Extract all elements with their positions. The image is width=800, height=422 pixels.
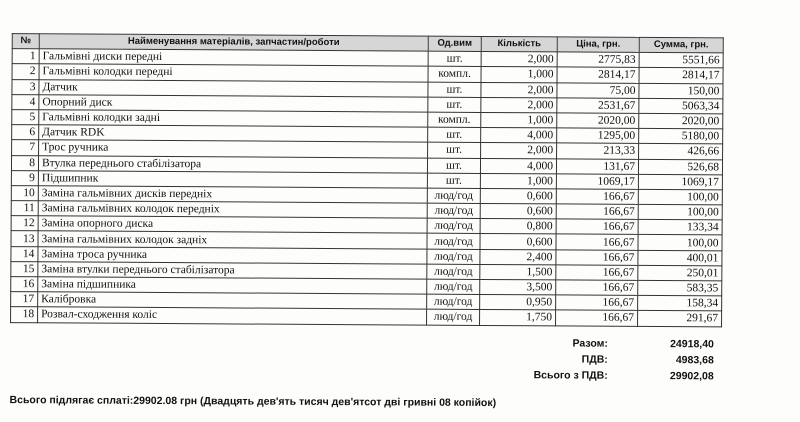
item-unit: шт. bbox=[428, 97, 481, 113]
item-unit: шт. bbox=[427, 158, 480, 174]
item-sum: 1069,17 bbox=[638, 174, 722, 190]
row-number: 5 bbox=[12, 110, 39, 125]
item-sum: 133,34 bbox=[638, 220, 722, 236]
item-price: 166,67 bbox=[556, 219, 638, 235]
item-qty: 2,000 bbox=[481, 52, 557, 68]
item-name: Трос ручника bbox=[39, 140, 428, 158]
item-unit: люд/год bbox=[427, 203, 480, 219]
item-sum: 250,01 bbox=[638, 265, 722, 281]
item-qty: 1,000 bbox=[481, 112, 557, 128]
item-sum: 5180,00 bbox=[639, 129, 723, 145]
col-header-qty: Кількість bbox=[481, 36, 557, 52]
totals-block bbox=[478, 335, 728, 385]
item-name: Заміна підшипника bbox=[38, 277, 427, 295]
col-header-sum: Сумма, грн. bbox=[639, 37, 723, 53]
item-name: Калібровка bbox=[38, 292, 427, 310]
item-unit: люд/год bbox=[427, 249, 480, 265]
item-name: Втулка переднього стабілізатора bbox=[38, 155, 427, 173]
item-price: 166,67 bbox=[556, 310, 638, 326]
item-price: 75,00 bbox=[557, 82, 639, 98]
amount-in-words: Всього підлягає сплаті:29902.08 грн (Двадцять дев'ять тисяч дев'ятсот дві гривні 08 копійок) bbox=[9, 394, 497, 410]
item-unit: люд/год bbox=[427, 234, 480, 250]
item-qty: 2,000 bbox=[481, 143, 557, 159]
item-price: 166,67 bbox=[556, 280, 638, 296]
invoice-table bbox=[10, 33, 724, 327]
row-number: 14 bbox=[11, 246, 38, 261]
row-number: 15 bbox=[11, 261, 38, 276]
vat-row bbox=[478, 351, 728, 369]
item-qty: 2,000 bbox=[481, 82, 557, 98]
row-number: 8 bbox=[11, 155, 38, 170]
item-price: 2531,67 bbox=[557, 98, 639, 114]
row-number: 7 bbox=[12, 140, 39, 155]
item-sum: 158,34 bbox=[638, 296, 722, 312]
item-name: Заміна троса ручника bbox=[38, 246, 427, 264]
item-sum: 100,00 bbox=[638, 204, 722, 220]
item-qty: 0,600 bbox=[480, 234, 556, 250]
col-header-price: Ціна, грн. bbox=[557, 37, 639, 53]
item-sum: 5551,66 bbox=[639, 53, 723, 69]
item-price: 131,67 bbox=[556, 158, 638, 174]
row-number: 18 bbox=[11, 307, 38, 322]
col-header-name: Найменування матеріалів, запчастин/роботи bbox=[39, 34, 428, 52]
item-name: Датчик bbox=[39, 79, 428, 97]
item-qty: 4,000 bbox=[480, 158, 556, 174]
total-label: Всього з ПДВ: bbox=[533, 369, 608, 382]
item-price: 2814,17 bbox=[557, 67, 639, 83]
item-qty: 2,000 bbox=[481, 97, 557, 113]
row-number: 10 bbox=[11, 185, 38, 200]
item-sum: 5063,34 bbox=[639, 98, 723, 114]
item-sum: 150,00 bbox=[639, 83, 723, 99]
col-header-no: № bbox=[12, 34, 39, 49]
item-qty: 0,950 bbox=[480, 295, 556, 311]
row-number: 12 bbox=[11, 216, 38, 231]
item-sum: 583,35 bbox=[638, 280, 722, 296]
item-unit: шт. bbox=[427, 173, 480, 189]
item-name: Гальмівні колодки передні bbox=[39, 64, 428, 82]
col-header-unit: Од.вим bbox=[428, 36, 481, 52]
vat-label: ПДВ: bbox=[581, 353, 608, 366]
row-number: 1 bbox=[12, 49, 39, 64]
subtotal-label: Разом: bbox=[572, 337, 608, 350]
item-qty: 1,500 bbox=[480, 264, 556, 280]
item-price: 2020,00 bbox=[557, 113, 639, 129]
item-unit: шт. bbox=[428, 127, 481, 143]
item-sum: 426,66 bbox=[639, 144, 723, 160]
item-sum: 100,00 bbox=[638, 235, 722, 251]
item-unit: люд/год bbox=[427, 218, 480, 234]
item-qty: 4,000 bbox=[481, 128, 557, 144]
item-unit: шт. bbox=[428, 142, 481, 158]
item-unit: компл. bbox=[428, 112, 481, 128]
row-number: 3 bbox=[12, 79, 39, 94]
item-qty: 0,800 bbox=[480, 219, 556, 235]
item-price: 166,67 bbox=[556, 265, 638, 281]
item-unit: люд/год bbox=[427, 279, 480, 295]
item-name: Заміна гальмівних дисків передніх bbox=[38, 186, 427, 204]
item-name: Заміна гальмівних колодок задніх bbox=[38, 231, 427, 249]
item-qty: 1,000 bbox=[480, 173, 556, 189]
item-name: Гальмівні колодки задні bbox=[39, 110, 428, 128]
item-qty: 3,500 bbox=[480, 279, 556, 295]
item-unit: компл. bbox=[428, 66, 481, 82]
item-price: 166,67 bbox=[556, 295, 638, 311]
total-value: 29902,08 bbox=[669, 370, 714, 383]
row-number: 4 bbox=[12, 94, 39, 109]
item-unit: люд/год bbox=[427, 309, 480, 325]
item-price: 166,67 bbox=[556, 204, 638, 220]
total-row bbox=[478, 367, 728, 385]
item-unit: люд/год bbox=[427, 188, 480, 204]
item-name: Опорний диск bbox=[39, 94, 428, 112]
item-qty: 1,750 bbox=[480, 310, 556, 326]
item-unit: шт. bbox=[428, 51, 481, 67]
row-number: 2 bbox=[12, 64, 39, 79]
item-price: 1069,17 bbox=[556, 174, 638, 190]
item-name: Датчик RDK bbox=[39, 125, 428, 143]
row-number: 11 bbox=[11, 201, 38, 216]
item-price: 166,67 bbox=[556, 234, 638, 250]
item-unit: люд/год bbox=[427, 294, 480, 310]
item-name: Заміна гальмівних колодок передніх bbox=[38, 201, 427, 219]
item-sum: 400,01 bbox=[638, 250, 722, 266]
item-price: 2775,83 bbox=[557, 52, 639, 68]
item-price: 166,67 bbox=[556, 189, 638, 205]
item-qty: 1,000 bbox=[481, 67, 557, 83]
row-number: 9 bbox=[11, 170, 38, 185]
row-number: 6 bbox=[12, 125, 39, 140]
vat-value: 4983,68 bbox=[675, 354, 714, 367]
item-name: Заміна втулки переднього стабілізатора bbox=[38, 262, 427, 280]
item-price: 1295,00 bbox=[557, 128, 639, 144]
item-sum: 526,68 bbox=[638, 159, 722, 175]
item-sum: 100,00 bbox=[638, 189, 722, 205]
item-qty: 0,600 bbox=[480, 204, 556, 220]
item-name: Розвал-сходження коліс bbox=[38, 307, 427, 325]
subtotal-value: 24918,40 bbox=[670, 338, 714, 351]
subtotal-row bbox=[478, 335, 728, 353]
item-sum: 2814,17 bbox=[639, 68, 723, 84]
row-number: 16 bbox=[11, 277, 38, 292]
item-name: Підшипник bbox=[38, 170, 427, 188]
item-unit: шт. bbox=[428, 82, 481, 98]
item-price: 213,33 bbox=[557, 143, 639, 159]
row-number: 17 bbox=[11, 292, 38, 307]
item-sum: 2020,00 bbox=[639, 113, 723, 129]
row-number: 13 bbox=[11, 231, 38, 246]
item-sum: 291,67 bbox=[638, 311, 722, 327]
item-name: Гальмівні диски передні bbox=[39, 49, 428, 67]
item-unit: люд/год bbox=[427, 264, 480, 280]
item-qty: 2,400 bbox=[480, 249, 556, 265]
item-qty: 0,600 bbox=[480, 188, 556, 204]
item-price: 166,67 bbox=[556, 250, 638, 266]
item-name: Заміна опорного диска bbox=[38, 216, 427, 234]
